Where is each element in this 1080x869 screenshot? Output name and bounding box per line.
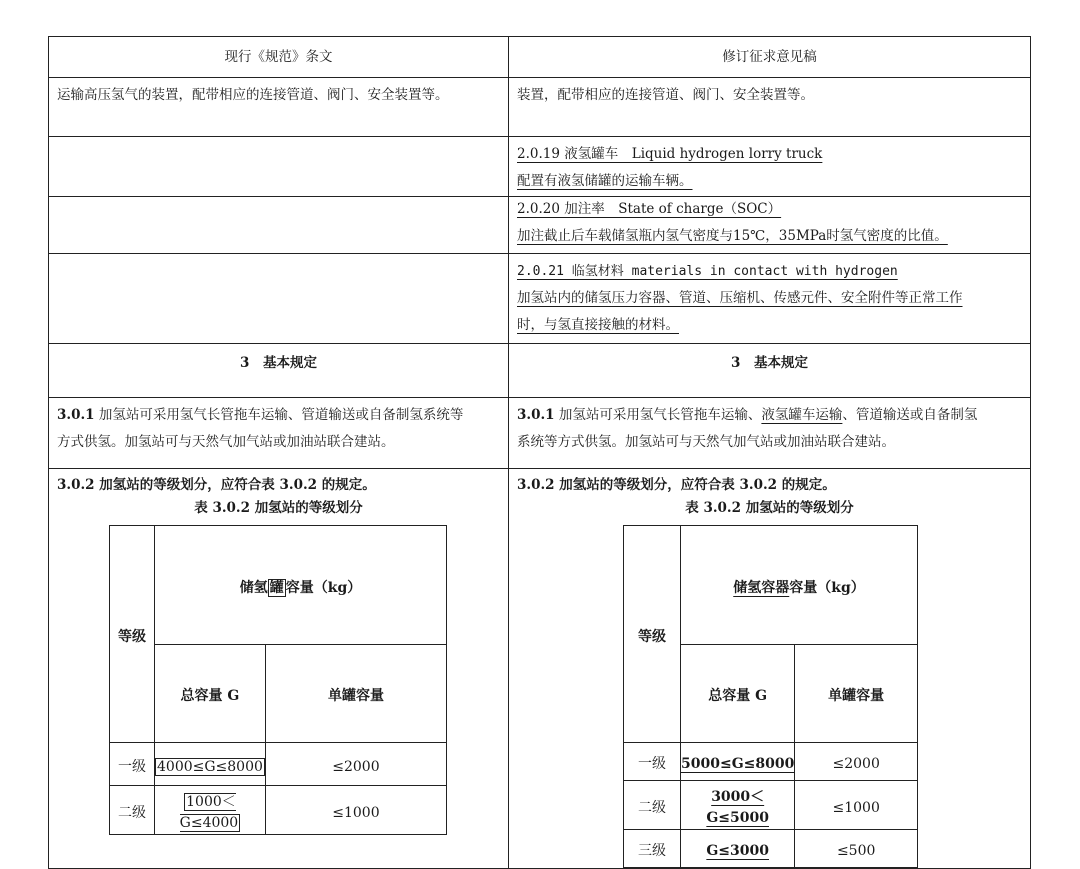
cell-right (509, 469, 1031, 869)
grade-cell: 二级 (110, 786, 155, 835)
clause-lead: 3.0.2 加氢站的等级划分，应符合表 3.0.2 的规定。 (517, 477, 836, 493)
capacity-header: 储氢容器容量（kg） (681, 526, 918, 645)
table-row (49, 398, 1031, 469)
term-definition: 加注截止后车载储氢瓶内氢气密度与15℃，35MPa时氢气密度的比值。 (517, 228, 948, 244)
table-title: 表 3.0.2 加氢站的等级划分 (194, 500, 363, 516)
table-row (49, 197, 1031, 254)
grade-table-current (109, 525, 447, 835)
cell-left (49, 78, 509, 137)
total-cell: G≤3000 (681, 830, 795, 868)
cell-left-empty (49, 137, 509, 197)
cell-right (509, 137, 1031, 197)
term-heading: 2.0.20 加注率 State of charge（SOC） (517, 201, 782, 217)
revision-mark: 储氢容器 (733, 579, 790, 596)
header-revision-draft: 修订征求意见稿 (509, 37, 1031, 78)
cell-right (509, 254, 1031, 344)
grade-cell: 一级 (624, 743, 681, 781)
total-cell: 1000＜G≤4000 (155, 786, 266, 835)
table-row (49, 254, 1031, 344)
term-heading: 2.0.19 液氢罐车 Liquid hydrogen lorry truck (517, 146, 823, 162)
capacity-header: 储氢 罐 容量（kg） (155, 526, 447, 645)
clause-text: 装置，配带相应的连接管道、阀门、安全装置等。 (517, 87, 814, 103)
single-cell: ≤2000 (795, 743, 918, 781)
term-definition: 配置有液氢储罐的运输车辆。 (517, 173, 693, 189)
clause-line: 系统等方式供氢。加氢站可与天然气加气站或加油站联合建站。 (517, 434, 895, 450)
grade-cell: 三级 (624, 830, 681, 868)
clause-number: 3.0.1 (57, 407, 95, 423)
clause-line (57, 398, 500, 426)
single-tank-header: 单罐容量 (795, 645, 918, 743)
cell-right (509, 197, 1031, 254)
cell-left (49, 344, 509, 398)
term-definition: 加氢站内的储氢压力容器、管道、压缩机、传感元件、安全附件等正常工作 (517, 290, 963, 306)
section-heading: 3 基本规定 (731, 355, 808, 371)
cell-right (509, 78, 1031, 137)
grade-cell: 二级 (624, 781, 681, 830)
grade-header: 等级 (110, 526, 155, 743)
header-row (49, 37, 1031, 78)
revision-mark: 罐 (269, 579, 284, 596)
cell-left (49, 398, 509, 469)
total-capacity-header: 总容量 G (681, 645, 795, 743)
term-definition-cont: 时，与氢直接接触的材料。 (517, 317, 679, 333)
clause-line (517, 398, 1022, 426)
clause-line: 方式供氢。加氢站可与天然气加气站或加油站联合建站。 (57, 434, 395, 450)
single-cell: ≤1000 (795, 781, 918, 830)
total-cell: 5000≤G≤8000 (681, 743, 795, 781)
cell-right (509, 398, 1031, 469)
clause-text: 加氢站可采用氢气长管拖车运输、 (554, 407, 762, 423)
grade-header: 等级 (624, 526, 681, 743)
clause-lead: 3.0.2 加氢站的等级划分，应符合表 3.0.2 的规定。 (57, 477, 376, 493)
grade-table-revised (623, 525, 918, 868)
header-current-clause: 现行《规范》条文 (49, 37, 509, 78)
table-row (49, 137, 1031, 197)
total-cell: 3000＜G≤5000 (681, 781, 795, 830)
grade-cell: 一级 (110, 743, 155, 786)
clause-text: 加氢站可采用氢气长管拖车运输、管道输送或自备制氢系统等 (94, 407, 464, 423)
cell-left (49, 469, 509, 869)
single-cell: ≤2000 (265, 743, 446, 786)
table-row (49, 344, 1031, 398)
single-cell: ≤1000 (265, 786, 446, 835)
comparison-table (48, 36, 1031, 869)
cell-right (509, 344, 1031, 398)
clause-text: 、管道输送或自备制氢 (842, 407, 978, 423)
total-cell: 4000≤G≤8000 (155, 743, 266, 786)
single-cell: ≤500 (795, 830, 918, 868)
clause-number: 3.0.1 (517, 407, 555, 423)
term-heading: 2.0.21 临氢材料 materials in contact with hydrogen (517, 264, 898, 279)
table-row (49, 78, 1031, 137)
clause-inserted-text: 液氢罐车运输 (761, 407, 843, 423)
total-capacity-header: 总容量 G (155, 645, 266, 743)
cell-left-empty (49, 197, 509, 254)
table-title: 表 3.0.2 加氢站的等级划分 (685, 500, 854, 516)
clause-text: 运输高压氢气的装置，配带相应的连接管道、阀门、安全装置等。 (57, 87, 449, 103)
single-tank-header: 单罐容量 (265, 645, 446, 743)
section-heading: 3 基本规定 (240, 355, 317, 371)
cell-left-empty (49, 254, 509, 344)
table-row (49, 469, 1031, 869)
